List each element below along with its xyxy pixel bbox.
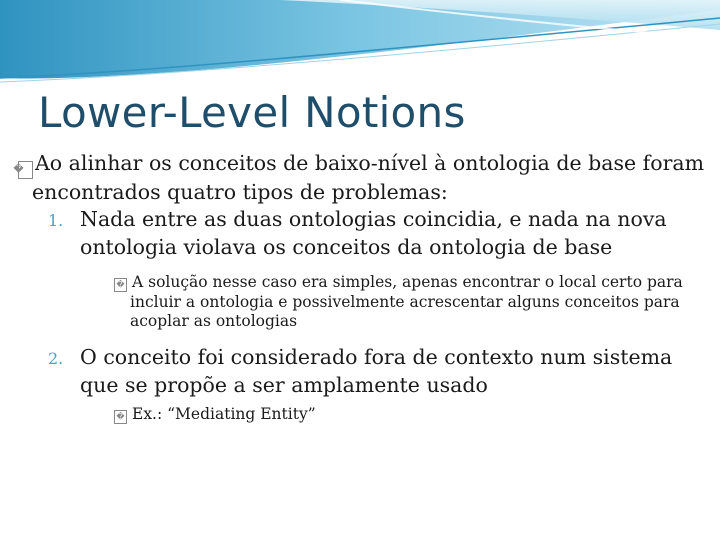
sub-bullet-1: [18, 273, 708, 332]
slide-title: Lower-Level Notions: [38, 88, 466, 137]
sub-bullet-text: Ex.: “Mediating Entity”: [132, 404, 316, 423]
numbered-item-2: [18, 344, 708, 399]
missing-glyph-bullet-icon: �: [18, 161, 33, 179]
intro-bullet: [13, 150, 708, 206]
item-number: 1.: [48, 211, 64, 230]
item-text: Nada entre as duas ontologias coincidia, e nada na nova ontologia violava os conceitos da ontologia de base: [80, 207, 667, 259]
numbered-item-1: [18, 206, 708, 261]
item-number: 2.: [48, 348, 64, 368]
missing-glyph-bullet-icon: �: [114, 410, 127, 424]
decorative-header-banner: [0, 0, 720, 90]
slide-body: [13, 150, 708, 424]
sub-bullet-text: A solução nesse caso era simples, apenas encontrar o local certo para incluir a ontologia e possivelmente acrescentar alguns conceitos para acoplar as ontologias: [130, 273, 683, 330]
item-text: O conceito foi considerado fora de contexto num sistema que se propõe a ser amplamente usado: [80, 344, 673, 397]
sub-bullet-2: [18, 405, 708, 425]
missing-glyph-bullet-icon: �: [114, 278, 127, 292]
intro-text: Ao alinhar os conceitos de baixo-nível à ontologia de base foram encontrados quatro tipos de problemas:: [32, 151, 705, 204]
